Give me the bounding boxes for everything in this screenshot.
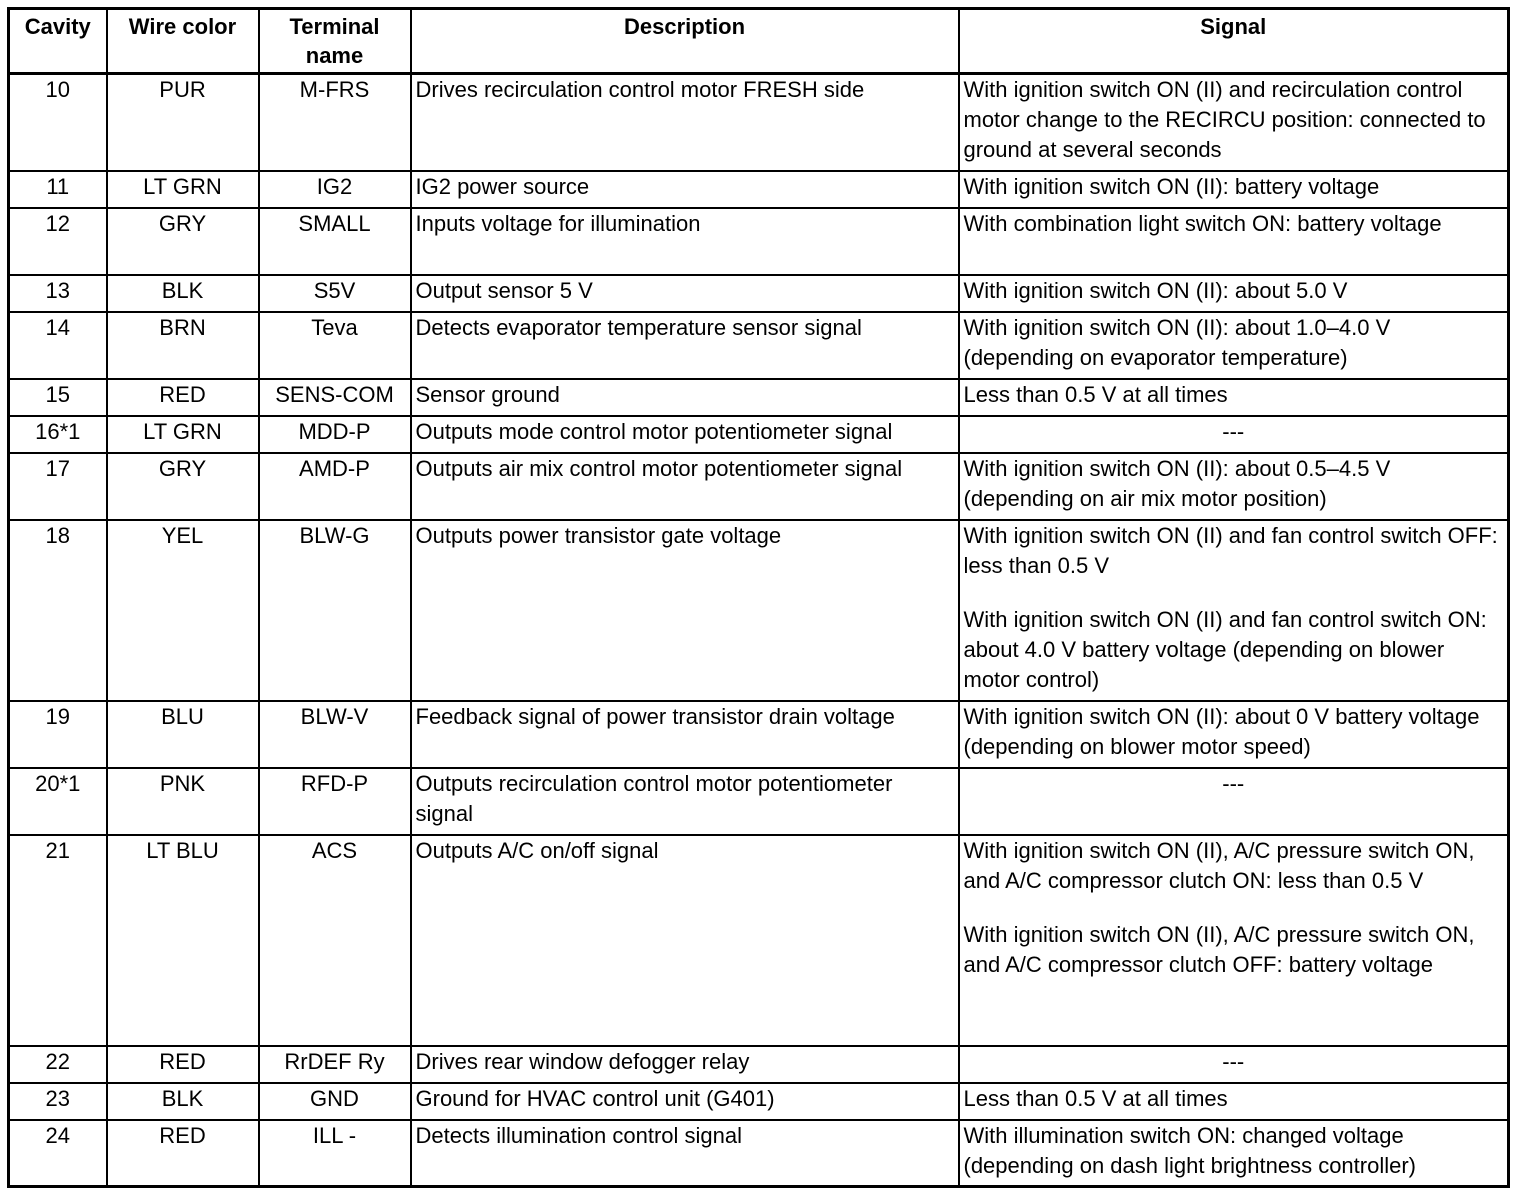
- cell-terminal-name: Teva: [259, 312, 411, 379]
- table-row: [9, 1046, 1509, 1083]
- cell-signal: [959, 74, 1509, 171]
- signal-paragraph: With ignition switch ON (II) and fan control switch ON: about 4.0 V battery voltage (depending on blower motor control): [963, 606, 1487, 692]
- cell-cavity: 19: [9, 701, 107, 768]
- cell-wire-color: RED: [107, 1046, 259, 1083]
- cell-signal: [959, 1083, 1509, 1120]
- cell-terminal-name: GND: [259, 1083, 411, 1120]
- cell-cavity: 13: [9, 275, 107, 312]
- table-row: [9, 379, 1509, 416]
- cell-wire-color: BLK: [107, 275, 259, 312]
- cell-wire-color: BLK: [107, 1083, 259, 1120]
- cell-wire-color: PNK: [107, 768, 259, 835]
- cell-signal: [959, 768, 1509, 835]
- cell-cavity: 20*1: [9, 768, 107, 835]
- header-cavity: Cavity: [9, 9, 107, 74]
- header-description: Description: [411, 9, 959, 74]
- cell-description: Feedback signal of power transistor drain voltage: [411, 701, 959, 768]
- signal-paragraph: ---: [1222, 418, 1245, 444]
- header-wire-color: Wire color: [107, 9, 259, 74]
- cell-signal: [959, 835, 1509, 1046]
- connector-terminal-table: [7, 7, 1510, 1188]
- cell-description: Drives rear window defogger relay: [411, 1046, 959, 1083]
- cell-description: Ground for HVAC control unit (G401): [411, 1083, 959, 1120]
- cell-wire-color: LT GRN: [107, 171, 259, 208]
- cell-cavity: 14: [9, 312, 107, 379]
- cell-terminal-name: RFD-P: [259, 768, 411, 835]
- table-row: [9, 835, 1509, 1046]
- cell-cavity: 10: [9, 74, 107, 171]
- cell-terminal-name: AMD-P: [259, 453, 411, 520]
- cell-signal: [959, 1046, 1509, 1083]
- cell-wire-color: RED: [107, 379, 259, 416]
- cell-signal: [959, 171, 1509, 208]
- cell-terminal-name: SMALL: [259, 208, 411, 275]
- cell-terminal-name: SENS-COM: [259, 379, 411, 416]
- table-row: [9, 1083, 1509, 1120]
- table-row: [9, 275, 1509, 312]
- cell-terminal-name: RrDEF Ry: [259, 1046, 411, 1083]
- cell-description: Inputs voltage for illumination: [411, 208, 959, 275]
- cell-wire-color: RED: [107, 1120, 259, 1187]
- table-row: [9, 1120, 1509, 1187]
- cell-cavity: 23: [9, 1083, 107, 1120]
- table-header: [9, 9, 1509, 74]
- cell-description: Outputs mode control motor potentiometer signal: [411, 416, 959, 453]
- table-row: [9, 74, 1509, 171]
- signal-paragraph: With ignition switch ON (II): about 0.5–4.5 V (depending on air mix motor position): [963, 455, 1391, 511]
- cell-terminal-name: BLW-V: [259, 701, 411, 768]
- signal-paragraph: Less than 0.5 V at all times: [963, 381, 1228, 407]
- signal-paragraph: With ignition switch ON (II): about 5.0 V: [963, 277, 1348, 303]
- cell-description: Outputs power transistor gate voltage: [411, 520, 959, 701]
- cell-cavity: 15: [9, 379, 107, 416]
- cell-cavity: 24: [9, 1120, 107, 1187]
- cell-terminal-name: M-FRS: [259, 74, 411, 171]
- cell-signal: [959, 379, 1509, 416]
- cell-terminal-name: ILL -: [259, 1120, 411, 1187]
- cell-description: Sensor ground: [411, 379, 959, 416]
- signal-paragraph: With ignition switch ON (II), A/C pressure switch ON, and A/C compressor clutch ON: less than 0.5 V: [963, 837, 1475, 893]
- cell-signal: [959, 416, 1509, 453]
- cell-wire-color: PUR: [107, 74, 259, 171]
- cell-signal: [959, 275, 1509, 312]
- cell-description: IG2 power source: [411, 171, 959, 208]
- cell-wire-color: YEL: [107, 520, 259, 701]
- cell-wire-color: GRY: [107, 208, 259, 275]
- cell-wire-color: GRY: [107, 453, 259, 520]
- table-row: [9, 453, 1509, 520]
- signal-paragraph: With illumination switch ON: changed voltage (depending on dash light brightness controller): [963, 1122, 1417, 1178]
- table-row: [9, 208, 1509, 275]
- cell-cavity: 11: [9, 171, 107, 208]
- cell-wire-color: LT BLU: [107, 835, 259, 1046]
- cell-description: Drives recirculation control motor FRESH side: [411, 74, 959, 171]
- cell-signal: [959, 1120, 1509, 1187]
- cell-cavity: 22: [9, 1046, 107, 1083]
- cell-description: Outputs A/C on/off signal: [411, 835, 959, 1046]
- cell-description: Detects evaporator temperature sensor signal: [411, 312, 959, 379]
- signal-paragraph: With ignition switch ON (II): about 1.0–4.0 V (depending on evaporator temperature): [963, 314, 1391, 370]
- cell-wire-color: BRN: [107, 312, 259, 379]
- cell-signal: [959, 701, 1509, 768]
- cell-signal: [959, 520, 1509, 701]
- cell-cavity: 21: [9, 835, 107, 1046]
- cell-description: Output sensor 5 V: [411, 275, 959, 312]
- cell-cavity: 16*1: [9, 416, 107, 453]
- cell-signal: [959, 453, 1509, 520]
- table-row: [9, 171, 1509, 208]
- signal-paragraph: With ignition switch ON (II): about 0 V battery voltage (depending on blower motor speed): [963, 703, 1480, 759]
- signal-paragraph: With ignition switch ON (II): battery voltage: [963, 173, 1380, 199]
- cell-description: Outputs air mix control motor potentiometer signal: [411, 453, 959, 520]
- cell-cavity: 17: [9, 453, 107, 520]
- signal-paragraph: With ignition switch ON (II) and recirculation control motor change to the RECIRCU position: connected to ground at several seconds: [963, 77, 1486, 162]
- signal-paragraph: With combination light switch ON: battery voltage: [963, 210, 1442, 236]
- header-row: [9, 9, 1509, 74]
- signal-paragraph: ---: [1222, 770, 1245, 796]
- cell-wire-color: LT GRN: [107, 416, 259, 453]
- table-row: [9, 768, 1509, 835]
- signal-paragraph: With ignition switch ON (II) and fan control switch OFF: less than 0.5 V: [963, 522, 1498, 578]
- table-body: [9, 74, 1509, 1187]
- cell-terminal-name: BLW-G: [259, 520, 411, 701]
- signal-paragraph: With ignition switch ON (II), A/C pressure switch ON, and A/C compressor clutch OFF: battery voltage: [963, 921, 1475, 977]
- cell-terminal-name: IG2: [259, 171, 411, 208]
- cell-terminal-name: ACS: [259, 835, 411, 1046]
- table-row: [9, 416, 1509, 453]
- cell-cavity: 18: [9, 520, 107, 701]
- cell-wire-color: BLU: [107, 701, 259, 768]
- table-row: [9, 701, 1509, 768]
- table-row: [9, 312, 1509, 379]
- signal-paragraph: ---: [1222, 1048, 1245, 1074]
- cell-signal: [959, 312, 1509, 379]
- cell-cavity: 12: [9, 208, 107, 275]
- cell-description: Detects illumination control signal: [411, 1120, 959, 1187]
- cell-signal: [959, 208, 1509, 275]
- table-row: [9, 520, 1509, 701]
- cell-terminal-name: MDD-P: [259, 416, 411, 453]
- header-terminal-name: Terminal name: [259, 9, 411, 74]
- cell-terminal-name: S5V: [259, 275, 411, 312]
- cell-description: Outputs recirculation control motor potentiometer signal: [411, 768, 959, 835]
- header-signal: Signal: [959, 9, 1509, 74]
- signal-paragraph: Less than 0.5 V at all times: [963, 1085, 1228, 1111]
